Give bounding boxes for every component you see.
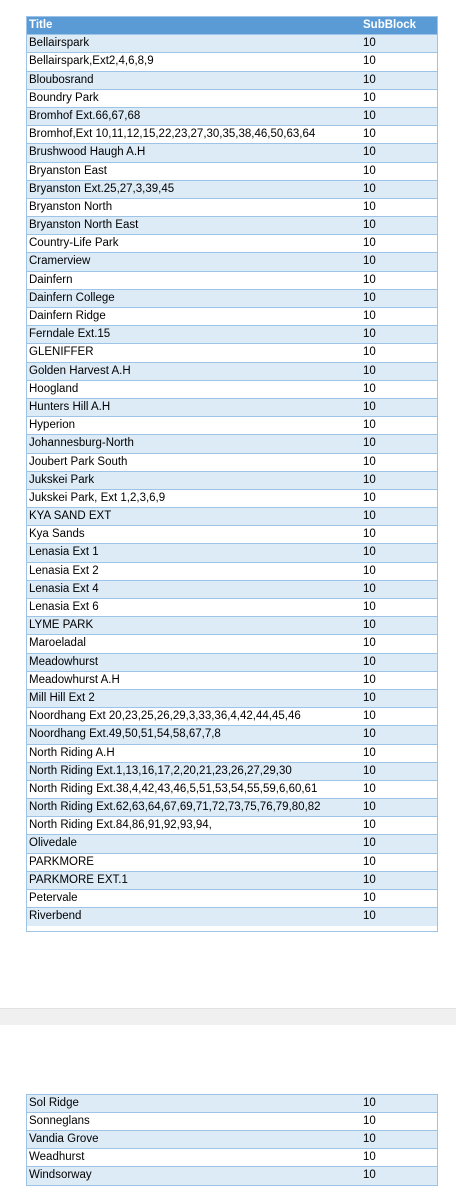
table-row [27,417,437,435]
table-row [27,708,437,726]
row-title: LYME PARK [29,619,94,632]
row-title: Ferndale Ext.15 [29,328,111,341]
row-title: North Riding Ext.38,4,42,43,46,5,51,53,54,55,59,6,60,61 [29,782,318,795]
table-row [27,781,437,799]
row-subblock: 10 [363,437,376,450]
table-row [27,435,437,453]
row-title: PARKMORE [29,855,94,868]
row-subblock: 10 [363,801,376,814]
row-title: Dainfern [29,273,73,286]
row-subblock: 10 [363,764,376,777]
row-title: Lenasia Ext 1 [29,546,99,559]
row-title: Hyperion [29,419,76,432]
row-subblock: 10 [363,455,376,468]
table-row [27,181,437,199]
row-subblock: 10 [363,892,376,904]
table-row [27,890,437,908]
row-title: Petervale [29,892,78,904]
row-title: Lenasia Ext 2 [29,564,99,577]
table-row [27,217,437,235]
table-row [27,272,437,290]
row-title: Bellairspark,Ext2,4,6,8,9 [29,55,154,68]
row-title: Windsorway [29,1169,92,1181]
row-subblock: 10 [363,1115,376,1127]
row-title: GLENIFFER [29,346,94,359]
table-row [27,490,437,508]
row-subblock: 10 [363,382,376,395]
row-title: Golden Harvest A.H [29,364,131,377]
row-subblock: 10 [363,746,376,759]
row-subblock: 10 [363,819,376,832]
row-title: Boundry Park [29,91,99,104]
row-subblock: 10 [363,637,376,650]
table-row [27,1131,437,1149]
row-subblock: 10 [363,419,376,432]
row-subblock: 10 [363,837,376,850]
header-subblock: SubBlock [363,19,417,31]
table-row [27,399,437,417]
table-row [27,144,437,162]
row-subblock: 10 [363,37,376,50]
row-title: Hoogland [29,382,79,395]
row-title: North Riding A.H [29,746,115,759]
table-row [27,454,437,472]
row-subblock: 10 [363,219,376,232]
row-title: Joubert Park South [29,455,128,468]
table-row [27,854,437,872]
row-title: Noordhang Ext.49,50,51,54,58,67,7,8 [29,728,221,741]
table-row [27,690,437,708]
suburb-table [26,16,438,932]
row-title: Dainfern Ridge [29,310,106,322]
row-title: Lenasia Ext 6 [29,601,99,613]
row-subblock: 10 [363,564,376,577]
table-row [27,381,437,399]
row-title: Kya Sands [29,528,85,541]
row-title: Sol Ridge [29,1097,79,1109]
table-row [27,235,437,253]
row-title: Sonneglans [29,1115,90,1127]
row-subblock: 10 [363,400,376,413]
row-title: Bryanston East [29,164,107,177]
row-subblock: 10 [363,1097,376,1109]
row-subblock: 10 [363,310,376,322]
row-title: Mill Hill Ext 2 [29,691,95,704]
row-subblock: 10 [363,255,376,268]
table-row [27,544,437,562]
row-subblock: 10 [363,73,376,86]
row-title: Vandia Grove [29,1133,99,1145]
row-title: Bryanston North [29,200,113,213]
table-row [27,672,437,690]
row-subblock: 10 [363,200,376,213]
table-row [27,199,437,217]
row-title: North Riding Ext.62,63,64,67,69,71,72,73,75,76,79,80,82 [29,801,321,814]
row-title: North Riding Ext.84,86,91,92,93,94, [29,819,212,832]
table-row [27,108,437,126]
row-subblock: 10 [363,855,376,868]
table-row [27,617,437,635]
row-subblock: 10 [363,1133,376,1145]
row-title: Riverbend [29,910,82,923]
table-row [27,363,437,381]
table-row [27,1149,437,1167]
header-title: Title [29,19,53,31]
row-title: Johannesburg-North [29,437,134,450]
table-row [27,599,437,617]
row-subblock: 10 [363,1151,376,1163]
row-subblock: 10 [363,910,376,923]
table-row [27,745,437,763]
row-title: Bromhof Ext.66,67,68 [29,109,141,122]
table-row [27,1095,437,1113]
row-subblock: 10 [363,546,376,559]
row-subblock: 10 [363,291,376,304]
row-subblock: 10 [363,728,376,741]
row-title: Hunters Hill A.H [29,400,111,413]
row-title: North Riding Ext.1,13,16,17,2,20,21,23,26,27,29,30 [29,764,292,777]
row-title: Cramerview [29,255,91,268]
row-subblock: 10 [363,473,376,486]
row-title: Bloubosrand [29,73,94,86]
table-row [27,763,437,781]
table-row [27,1167,437,1185]
table-row [27,635,437,653]
table-row [27,817,437,835]
row-title: Country-Life Park [29,237,119,250]
table-row [27,799,437,817]
table-row [27,908,437,926]
row-subblock: 10 [363,873,376,886]
row-title: Dainfern College [29,291,115,304]
table-row [27,72,437,90]
row-title: Bryanston Ext.25,27,3,39,45 [29,182,175,195]
table-row [27,326,437,344]
row-subblock: 10 [363,146,376,159]
row-subblock: 10 [363,109,376,122]
row-subblock: 10 [363,364,376,377]
table-row [27,654,437,672]
row-subblock: 10 [363,782,376,795]
table-row [27,835,437,853]
row-subblock: 10 [363,328,376,341]
table-row [27,526,437,544]
table-row [27,126,437,144]
row-title: Weadhurst [29,1151,85,1163]
row-subblock: 10 [363,346,376,359]
row-subblock: 10 [363,710,376,723]
row-subblock: 10 [363,528,376,541]
row-title: PARKMORE EXT.1 [29,873,128,886]
row-subblock: 10 [363,128,376,141]
table-row [27,872,437,890]
table-row [27,253,437,271]
row-title: Lenasia Ext 4 [29,582,99,595]
row-title: Maroeladal [29,637,86,650]
row-subblock: 10 [363,182,376,195]
row-title: Meadowhurst A.H [29,673,120,686]
row-subblock: 10 [363,691,376,704]
table-row [27,163,437,181]
table-row [27,53,437,71]
table-header-row [27,17,437,35]
row-subblock: 10 [363,510,376,523]
row-title: Brushwood Haugh A.H [29,146,146,159]
row-title: KYA SAND EXT [29,510,112,523]
table-row [27,290,437,308]
row-subblock: 10 [363,655,376,668]
row-title: Bellairspark [29,37,90,50]
table-row [27,35,437,53]
row-title: Bryanston North East [29,219,139,232]
row-subblock: 10 [363,619,376,632]
row-subblock: 10 [363,55,376,68]
row-subblock: 10 [363,164,376,177]
table-row [27,581,437,599]
row-subblock: 10 [363,673,376,686]
row-subblock: 10 [363,601,376,613]
row-title: Noordhang Ext 20,23,25,26,29,3,33,36,4,42,44,45,46 [29,710,301,723]
table-row [27,90,437,108]
suburb-table-continued [26,1094,438,1186]
row-title: Bromhof,Ext 10,11,12,15,22,23,27,30,35,38,46,50,63,64 [29,128,316,141]
table-row [27,1113,437,1131]
table-row [27,563,437,581]
table-row [27,726,437,744]
page-break-band [0,1008,456,1025]
table-row [27,344,437,362]
row-title: Jukskei Park [29,473,95,486]
row-title: Olivedale [29,837,77,850]
row-title: Jukskei Park, Ext 1,2,3,6,9 [29,491,166,504]
table-row [27,472,437,490]
row-subblock: 10 [363,91,376,104]
row-subblock: 10 [363,582,376,595]
row-subblock: 10 [363,491,376,504]
row-subblock: 10 [363,237,376,250]
row-subblock: 10 [363,1169,376,1181]
table-row [27,308,437,326]
row-subblock: 10 [363,273,376,286]
table-row [27,508,437,526]
row-title: Meadowhurst [29,655,99,668]
